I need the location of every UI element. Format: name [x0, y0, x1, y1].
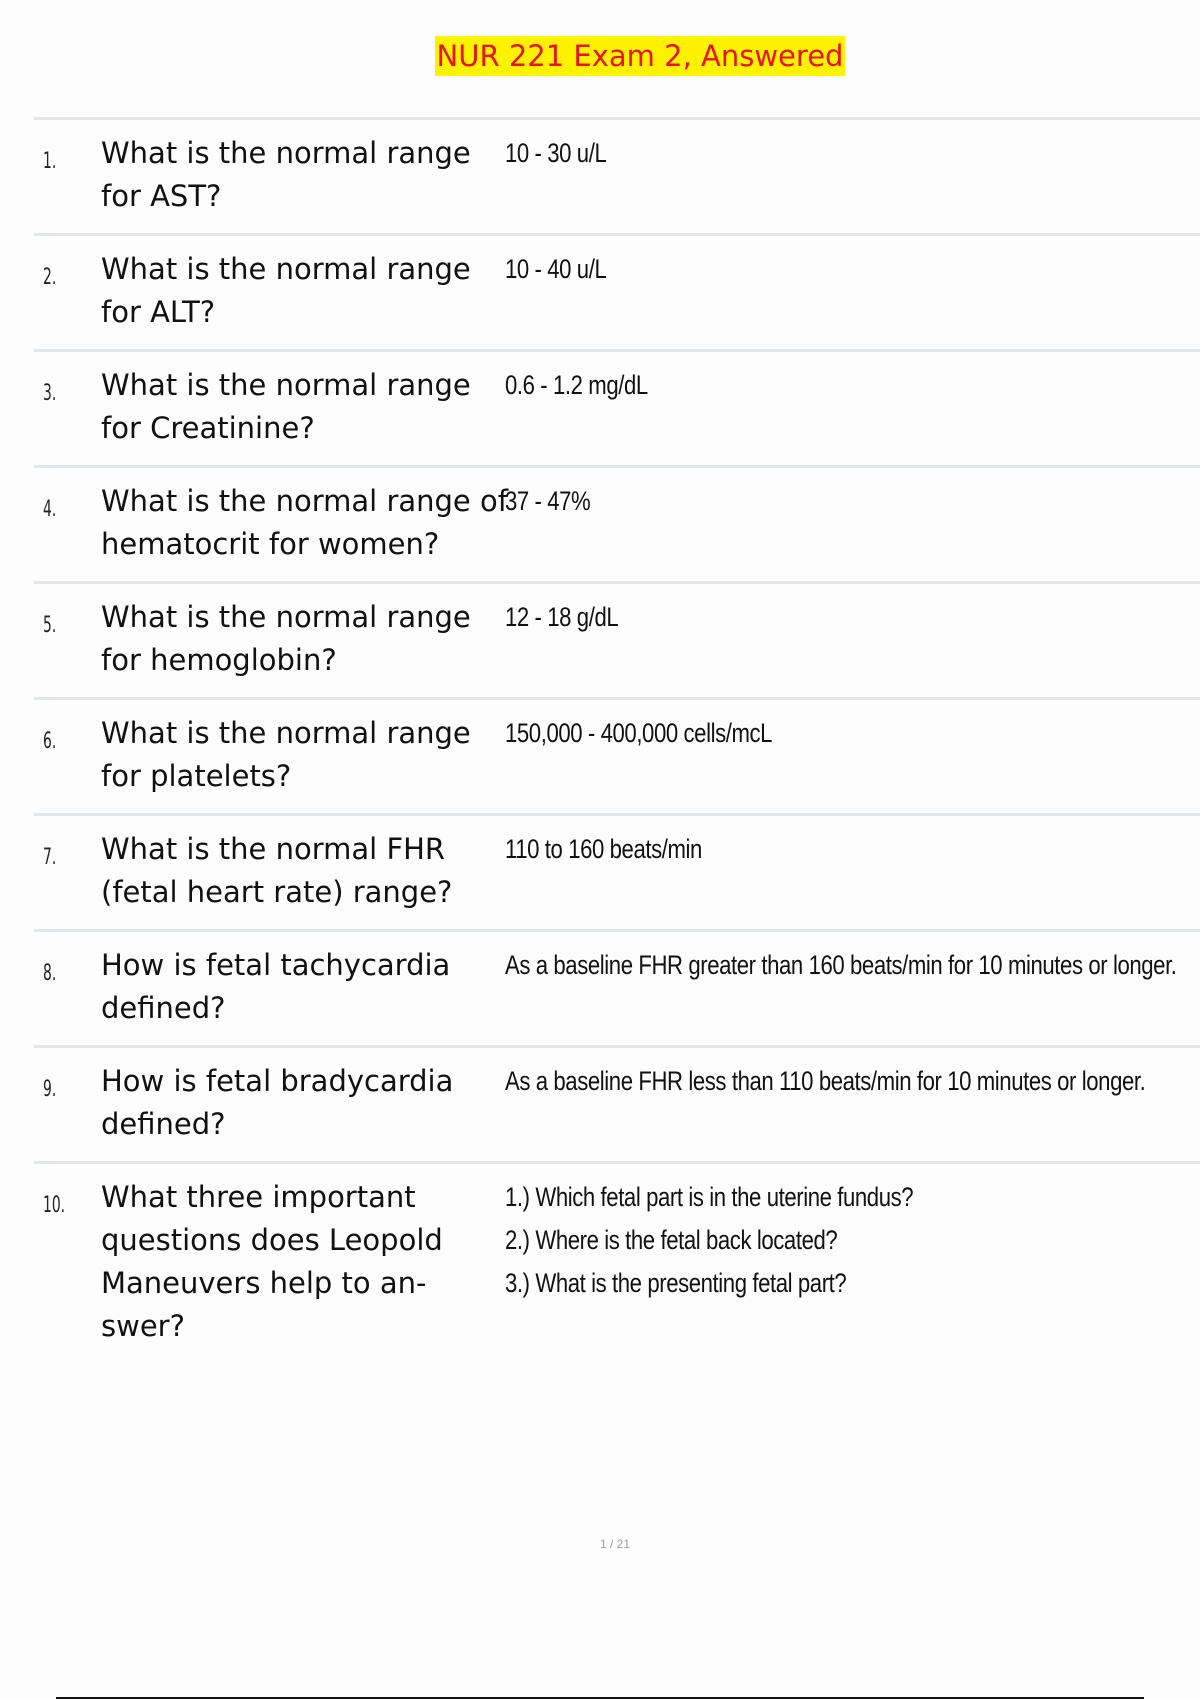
answer-line: 2.) Where is the fetal back located? — [505, 1225, 838, 1255]
question-number: 4. — [43, 497, 57, 522]
answer-line: 110 to 160 beats/min — [505, 834, 702, 864]
question-number: 7. — [43, 845, 57, 870]
qa-row — [34, 117, 1200, 233]
qa-row — [34, 233, 1200, 349]
question-number: 1. — [43, 149, 57, 174]
question-text: What is the normal range for platelets? — [101, 716, 471, 793]
qa-row — [34, 1045, 1200, 1161]
qa-row — [34, 697, 1200, 813]
question-text: What is the normal FHR (fetal heart rate) range? — [101, 832, 453, 909]
answer-lines-wrap — [505, 1176, 1194, 1305]
answer-text — [505, 1060, 1195, 1103]
answer-line: 12 - 18 g/dL — [505, 602, 619, 632]
answer-line: 10 - 40 u/L — [505, 254, 607, 284]
qa-row — [34, 581, 1200, 697]
answer-text — [505, 248, 1195, 291]
answer-text — [505, 480, 1195, 523]
title-container — [0, 36, 1200, 76]
qa-row — [34, 1161, 1200, 1401]
qa-row — [34, 813, 1200, 929]
answer-text — [505, 132, 1195, 175]
document-title: NUR 221 Exam 2, Answered — [435, 36, 846, 76]
answer-text — [505, 712, 1195, 755]
answer-line: 1.) Which fetal part is in the uterine fundus? — [505, 1182, 914, 1212]
question-number: 3. — [43, 381, 57, 406]
qa-row — [34, 465, 1200, 581]
answer-text — [505, 828, 1195, 871]
question-text: How is fetal tachycardia defined? — [101, 948, 451, 1025]
answer-text — [505, 596, 1195, 639]
qa-row — [34, 349, 1200, 465]
answer-text — [505, 944, 1195, 987]
question-number: 6. — [43, 729, 57, 754]
question-text: What is the normal range for Creatinine? — [101, 368, 471, 445]
question-text: What is the normal range for hemoglobin? — [101, 600, 471, 677]
answer-line: 3.) What is the presenting fetal part? — [505, 1268, 847, 1298]
answer-line: As a baseline FHR greater than 160 beats/min for 10 minutes or longer. — [505, 950, 1177, 980]
question-text: What is the normal range for ALT? — [101, 252, 471, 329]
answer-line: 10 - 30 u/L — [505, 138, 607, 168]
question-text: What is the normal range of hematocrit for women? — [101, 484, 508, 561]
answer-line: 37 - 47% — [505, 486, 591, 516]
question-number: 8. — [43, 961, 57, 986]
question-text: What three important questions does Leopold Maneuvers help to an- swer? — [101, 1180, 443, 1343]
page-number: 1 / 21 — [599, 1537, 631, 1551]
footer-divider — [56, 1697, 1144, 1699]
answer-line: As a baseline FHR less than 110 beats/min for 10 minutes or longer. — [505, 1066, 1146, 1096]
question-text: What is the normal range for AST? — [101, 136, 471, 213]
answer-text — [505, 1176, 1195, 1305]
question-number: 5. — [43, 613, 57, 638]
answer-text — [505, 364, 1195, 407]
qa-list — [34, 117, 1200, 1401]
question-text: How is fetal bradycardia defined? — [101, 1064, 454, 1141]
answer-line: 150,000 - 400,000 cells/mcL — [505, 718, 773, 748]
qa-row — [34, 929, 1200, 1045]
question-number: 2. — [43, 265, 57, 290]
question-number: 10. — [43, 1193, 66, 1218]
question-number: 9. — [43, 1077, 57, 1102]
answer-line: 0.6 - 1.2 mg/dL — [505, 370, 648, 400]
